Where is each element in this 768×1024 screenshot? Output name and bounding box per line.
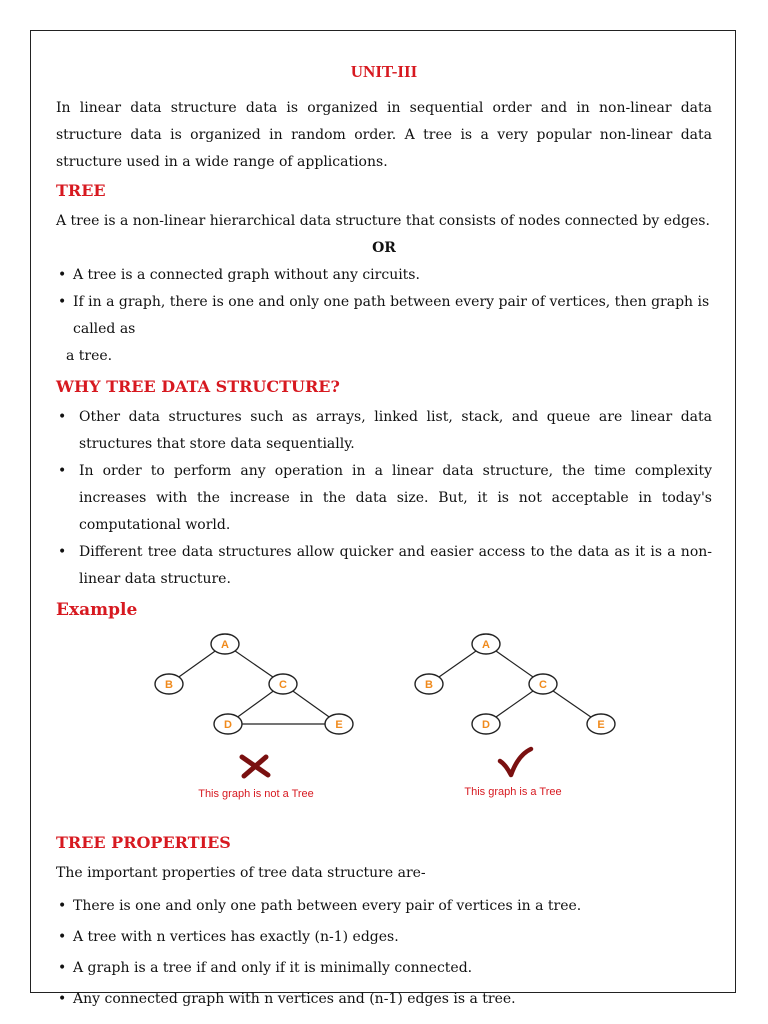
example-figure <box>56 627 712 822</box>
list-item: • A graph is a tree if and only if it is minimally connected. <box>56 953 712 984</box>
why-heading: WHY TREE DATA STRUCTURE? <box>56 377 340 396</box>
list-item: • Any connected graph with n vertices and (n-1) edges is a tree. <box>56 984 712 1015</box>
node-label-c: C <box>279 679 287 691</box>
or-separator: OR <box>372 240 396 256</box>
list-item: • Other data structures such as arrays, linked list, stack, and queue are linear data structures that store data sequentially. <box>56 404 712 458</box>
document-body <box>56 62 712 1015</box>
node-label-d: D <box>482 719 490 731</box>
node-label-a: A <box>482 639 490 651</box>
example-heading: Example <box>56 600 138 620</box>
list-item: • In order to perform any operation in a linear data structure, the time complexity increases with the increase in the data size. But, it is not acceptable in today's computational world. <box>56 458 712 539</box>
page-title: UNIT-III <box>350 62 418 81</box>
list-item: • Different tree data structures allow quicker and easier access to the data as it is a non-linear data structure. <box>56 539 712 593</box>
cross-icon <box>242 757 268 776</box>
tree-heading: TREE <box>56 181 106 200</box>
node-label-b: B <box>165 679 173 691</box>
tree-bullets <box>56 262 712 343</box>
node-label-c: C <box>539 679 547 691</box>
node-label-d: D <box>224 719 232 731</box>
node-label-e: E <box>597 719 605 731</box>
list-item: • If in a graph, there is one and only one path between every pair of vertices, then graph is called as <box>56 289 712 343</box>
node-label-e: E <box>335 719 343 731</box>
tree-bullet-continuation: a tree. <box>66 348 113 364</box>
properties-heading: TREE PROPERTIES <box>56 833 231 852</box>
node-label-b: B <box>425 679 433 691</box>
not-tree-caption: This graph is not a Tree <box>198 788 314 800</box>
intro-paragraph: In linear data structure data is organized in sequential order and in non-linear data structure data is organized in random order. A tree is a very popular non-linear data structure used in a wide range of applications. <box>56 100 712 170</box>
not-tree-graph <box>155 634 353 800</box>
why-bullets <box>56 404 712 593</box>
tree-graph <box>415 634 615 798</box>
list-item: • A tree is a connected graph without any circuits. <box>56 262 712 289</box>
tree-diagrams <box>56 627 712 822</box>
list-item: • A tree with n vertices has exactly (n-1) edges. <box>56 922 712 953</box>
check-icon <box>500 749 531 775</box>
list-item: • There is one and only one path between every pair of vertices in a tree. <box>56 891 712 922</box>
tree-definition: A tree is a non-linear hierarchical data structure that consists of nodes connected by edges. <box>56 213 710 229</box>
tree-caption: This graph is a Tree <box>464 786 562 798</box>
node-label-a: A <box>221 639 229 651</box>
properties-intro: The important properties of tree data structure are- <box>56 865 426 881</box>
properties-bullets <box>56 891 712 1015</box>
